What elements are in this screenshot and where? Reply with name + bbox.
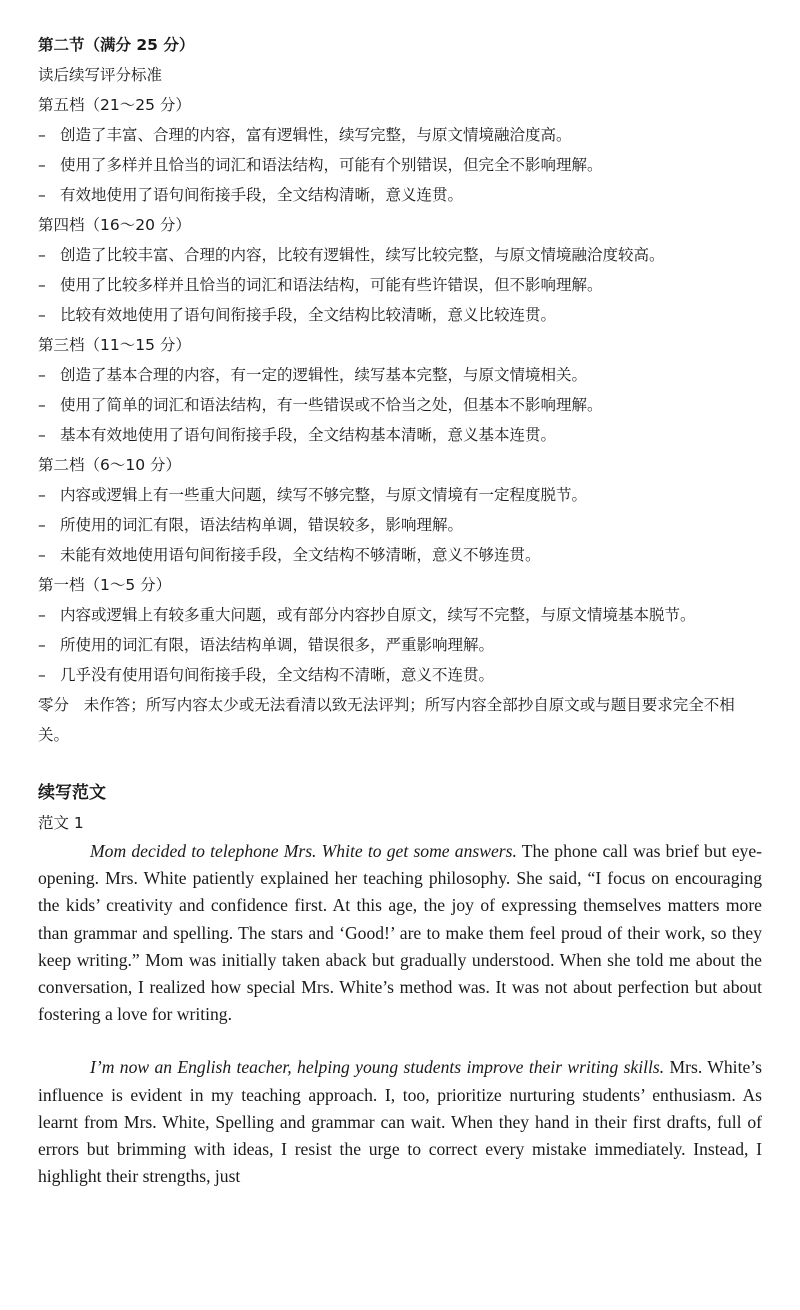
criterion-item: – 使用了比较多样并且恰当的词汇和语法结构，可能有些许错误，但不影响理解。: [38, 270, 762, 300]
criterion-item: – 内容或逻辑上有较多重大问题，或有部分内容抄自原文，续写不完整，与原文情境基本脱节。: [38, 600, 762, 630]
bullet-dash: –: [38, 516, 46, 534]
criterion-item: – 未能有效地使用语句间衔接手段，全文结构不够清晰，意义不够连贯。: [38, 540, 762, 570]
bullet-dash: –: [38, 366, 46, 384]
criterion-item: – 所使用的词汇有限，语法结构单调，错误很多，严重影响理解。: [38, 630, 762, 660]
band-1: [38, 570, 762, 690]
criterion-item: – 创造了丰富、合理的内容，富有逻辑性，续写完整，与原文情境融洽度高。: [38, 120, 762, 150]
criterion-item: – 内容或逻辑上有一些重大问题，续写不够完整，与原文情境有一定程度脱节。: [38, 480, 762, 510]
band-label: 第四档（16～20 分）: [38, 216, 191, 234]
bullet-dash: –: [38, 276, 46, 294]
bullet-dash: –: [38, 636, 46, 654]
zero-band: [38, 690, 762, 750]
band-label: 第三档（11～15 分）: [38, 336, 191, 354]
criteria-title: 读后续写评分标准: [38, 66, 163, 84]
bullet-dash: –: [38, 246, 46, 264]
band-3: [38, 330, 762, 450]
given-opening-sentence: I’m now an English teacher, helping young students improve their writing skills.: [90, 1057, 665, 1078]
bullet-dash: –: [38, 666, 46, 684]
band-label: 第二档（6～10 分）: [38, 456, 182, 474]
bullet-dash: –: [38, 156, 46, 174]
criterion-item: – 比较有效地使用了语句间衔接手段，全文结构比较清晰，意义比较连贯。: [38, 300, 762, 330]
given-opening-sentence: Mom decided to telephone Mrs. White to get some answers.: [90, 841, 517, 861]
bullet-dash: –: [38, 546, 46, 564]
bullet-dash: –: [38, 426, 46, 444]
bullet-dash: –: [38, 396, 46, 414]
criterion-item: – 基本有效地使用了语句间衔接手段，全文结构基本清晰，意义基本连贯。: [38, 420, 762, 450]
criterion-item: – 几乎没有使用语句间衔接手段，全文结构不清晰，意义不连贯。: [38, 660, 762, 690]
bullet-dash: –: [38, 606, 46, 624]
zero-text: 未作答；所写内容太少或无法看清以致无法评判；所写内容全部抄自原文或与题目要求完全不相关。: [38, 696, 735, 744]
bullet-dash: –: [38, 306, 46, 324]
bullet-dash: –: [38, 186, 46, 204]
band-label: 第一档（1～5 分）: [38, 576, 172, 594]
criterion-item: – 有效地使用了语句间衔接手段，全文结构清晰，意义连贯。: [38, 180, 762, 210]
criterion-item: – 使用了多样并且恰当的词汇和语法结构，可能有个别错误，但完全不影响理解。: [38, 150, 762, 180]
band-5: [38, 90, 762, 210]
bullet-dash: –: [38, 126, 46, 144]
band-2: [38, 450, 762, 570]
zero-label: 零分: [38, 696, 70, 714]
criterion-item: – 所使用的词汇有限，语法结构单调，错误较多，影响理解。: [38, 510, 762, 540]
criterion-item: – 创造了比较丰富、合理的内容，比较有逻辑性，续写比较完整，与原文情境融洽度较高。: [38, 240, 762, 270]
criterion-item: – 创造了基本合理的内容，有一定的逻辑性，续写基本完整，与原文情境相关。: [38, 360, 762, 390]
bullet-dash: –: [38, 486, 46, 504]
document-page: [38, 30, 762, 1190]
section-heading: 第二节（满分 25 分）: [38, 36, 195, 54]
essay-paragraph-1: Mom decided to telephone Mrs. White to get some answers. The phone call was brief but eye-opening. Mrs. White patiently explained her teaching philosophy. She said, “I focus on encouraging the kids’ creativity and confidence first. At this age, the joy of expressing themselves matters more than grammar and spelling. The stars and ‘Good!’ are to make them feel proud of their work, so they keep writing.” Mom was initially taken aback but gradually understood. When she told me about the conversation, I realized how special Mrs. White’s method was. It was not about perfection but about fostering a love for writing.: [38, 841, 762, 1025]
sample-heading: 续写范文: [38, 783, 106, 803]
criterion-item: – 使用了简单的词汇和语法结构，有一些错误或不恰当之处，但基本不影响理解。: [38, 390, 762, 420]
band-4: [38, 210, 762, 330]
essay-paragraph-2: I’m now an English teacher, helping young students improve their writing skills. Mrs. White’s influence is evident in my teaching approach. I, too, prioritize nurturing students’ enthusiasm. As learnt from Mrs. White, Spelling and grammar can wait. When they hand in their first drafts, full of errors but brimming with ideas, I resist the urge to correct every mistake immediately. Instead, I highlight their strengths, just: [38, 1057, 762, 1187]
band-label: 第五档（21～25 分）: [38, 96, 191, 114]
sample-label: 范文 1: [38, 814, 84, 832]
sample-essay: [38, 838, 762, 1190]
